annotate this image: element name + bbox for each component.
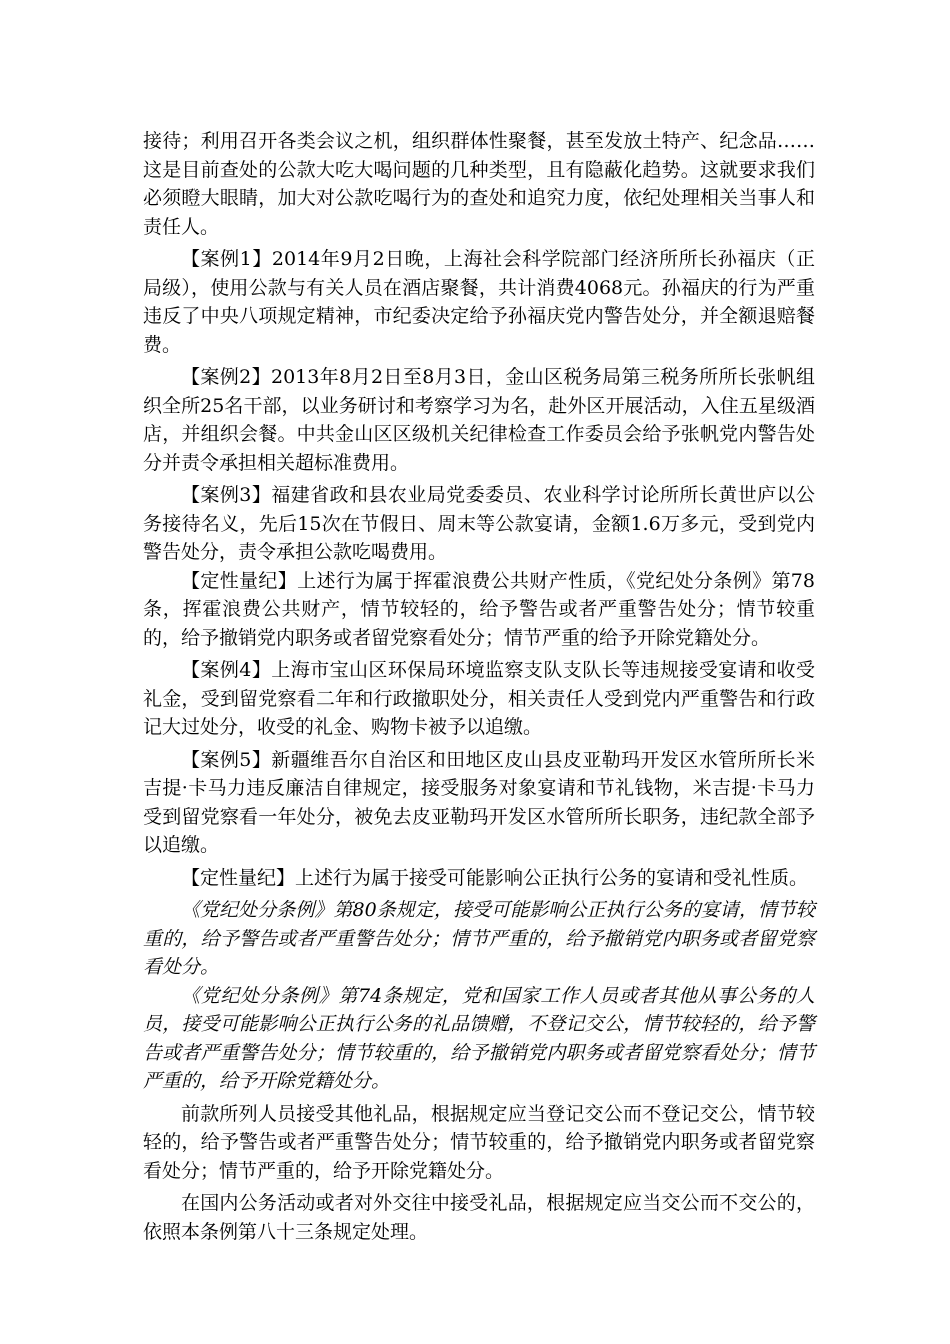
case-heading: 【案例2】: [181, 366, 271, 388]
paragraph-ruling-2: [143, 864, 815, 893]
paragraph-case-2: [143, 363, 815, 477]
paragraph-text: 新疆维吾尔自治区和田地区皮山县皮亚勒玛开发区水管所所长米吉提·卡马力违反廉洁自律规定，接受服务对象宴请和节礼钱物，米吉提·卡马力受到留党察看一年处分，被免去皮亚勒玛开发区水管所所长职务，违纪款全部予以追缴。: [143, 748, 815, 856]
paragraph-case-5: [143, 746, 815, 860]
paragraph-case-1: [143, 245, 815, 359]
document-page: [143, 127, 815, 1246]
paragraph-case-3: [143, 481, 815, 567]
ruling-heading: 【定性量纪】: [181, 569, 298, 592]
paragraph-text: 上述行为属于挥霍浪费公共财产性质，《党纪处分条例》第78条，挥霍浪费公共财产，情节较轻的，给予警告或者严重警告处分；情节较重的，给予撤销党内职务或者留党察看处分；情节严重的给予开除党籍处分。: [143, 569, 815, 649]
paragraph-article-80: [143, 896, 815, 982]
paragraph-text: 前款所列人员接受其他礼品，根据规定应当登记交公而不登记交公，情节较轻的，给予警告或者严重警告处分；情节较重的，给予撤销党内职务或者留党察看处分；情节严重的，给予开除党籍处分。: [143, 1102, 815, 1182]
paragraph-case-4: [143, 656, 815, 742]
paragraph-intro: [143, 127, 815, 241]
paragraph-text: 2014年9月2日晚，上海社会科学院部门经济所所长孙福庆（正局级），使用公款与有关人员在酒店聚餐，共计消费4068元。孙福庆的行为严重违反了中央八项规定精神，市纪委决定给予孙福庆党内警告处分，并全额退赔餐费。: [143, 248, 815, 356]
paragraph-text: 2013年8月2日至8月3日，金山区税务局第三税务所所长张帆组织全所25名干部，以业务研讨和考察学习为名，赴外区开展活动，入住五星级酒店，并组织会餐。中共金山区区级机关纪律检查工作委员会给予张帆党内警告处分并责令承担相关超标准费用。: [143, 366, 815, 474]
case-heading: 【案例4】: [181, 659, 272, 681]
paragraph-text: 福建省政和县农业局党委委员、农业科学讨论所所长黄世庐以公务接待名义，先后15次在节假日、周末等公款宴请，金额1.6万多元，受到党内警告处分，责令承担公款吃喝费用。: [143, 484, 815, 563]
paragraph-text: 上海市宝山区环保局环境监察支队支队长等违规接受宴请和收受礼金，受到留党察看二年和行政撤职处分，相关责任人受到党内严重警告和行政记大过处分，收受的礼金、购物卡被予以追缴。: [143, 659, 815, 738]
ruling-heading: 【定性量纪】: [181, 866, 296, 889]
paragraph-text: 上述行为属于接受可能影响公正执行公务的宴请和受礼性质。: [295, 866, 809, 889]
paragraph-article-74: [143, 982, 815, 1096]
case-heading: 【案例3】: [181, 484, 272, 506]
paragraph-text: 《党纪处分条例》第80条规定，接受可能影响公正执行公务的宴请，情节较重的，给予警告或者严重警告处分；情节严重的，给予撤销党内职务或者留党察看处分。: [143, 899, 815, 978]
paragraph-text: 在国内公务活动或者对外交往中接受礼品，根据规定应当交公而不交公的，依照本条例第八十三条规定处理。: [143, 1192, 815, 1243]
paragraph-text: 接待；利用召开各类会议之机，组织群体性聚餐，甚至发放土特产、纪念品……这是目前查处的公款大吃大喝问题的几种类型，且有隐蔽化趋势。这就要求我们必须瞪大眼睛，加大对公款吃喝行为的查处和追究力度，依纪处理相关当事人和责任人。: [143, 130, 815, 238]
paragraph-text: 《党纪处分条例》第74条规定，党和国家工作人员或者其他从事公务的人员，接受可能影响公正执行公务的礼品馈赠，不登记交公，情节较轻的，给予警告或者严重警告处分；情节较重的，给予撤销党内职务或者留党察看处分；情节严重的，给予开除党籍处分。: [143, 984, 815, 1092]
paragraph-other-gifts: [143, 1100, 815, 1186]
paragraph-ruling-1: [143, 567, 815, 653]
case-heading: 【案例5】: [181, 748, 272, 771]
case-heading: 【案例1】: [181, 248, 272, 270]
paragraph-domestic-gifts: [143, 1189, 815, 1246]
